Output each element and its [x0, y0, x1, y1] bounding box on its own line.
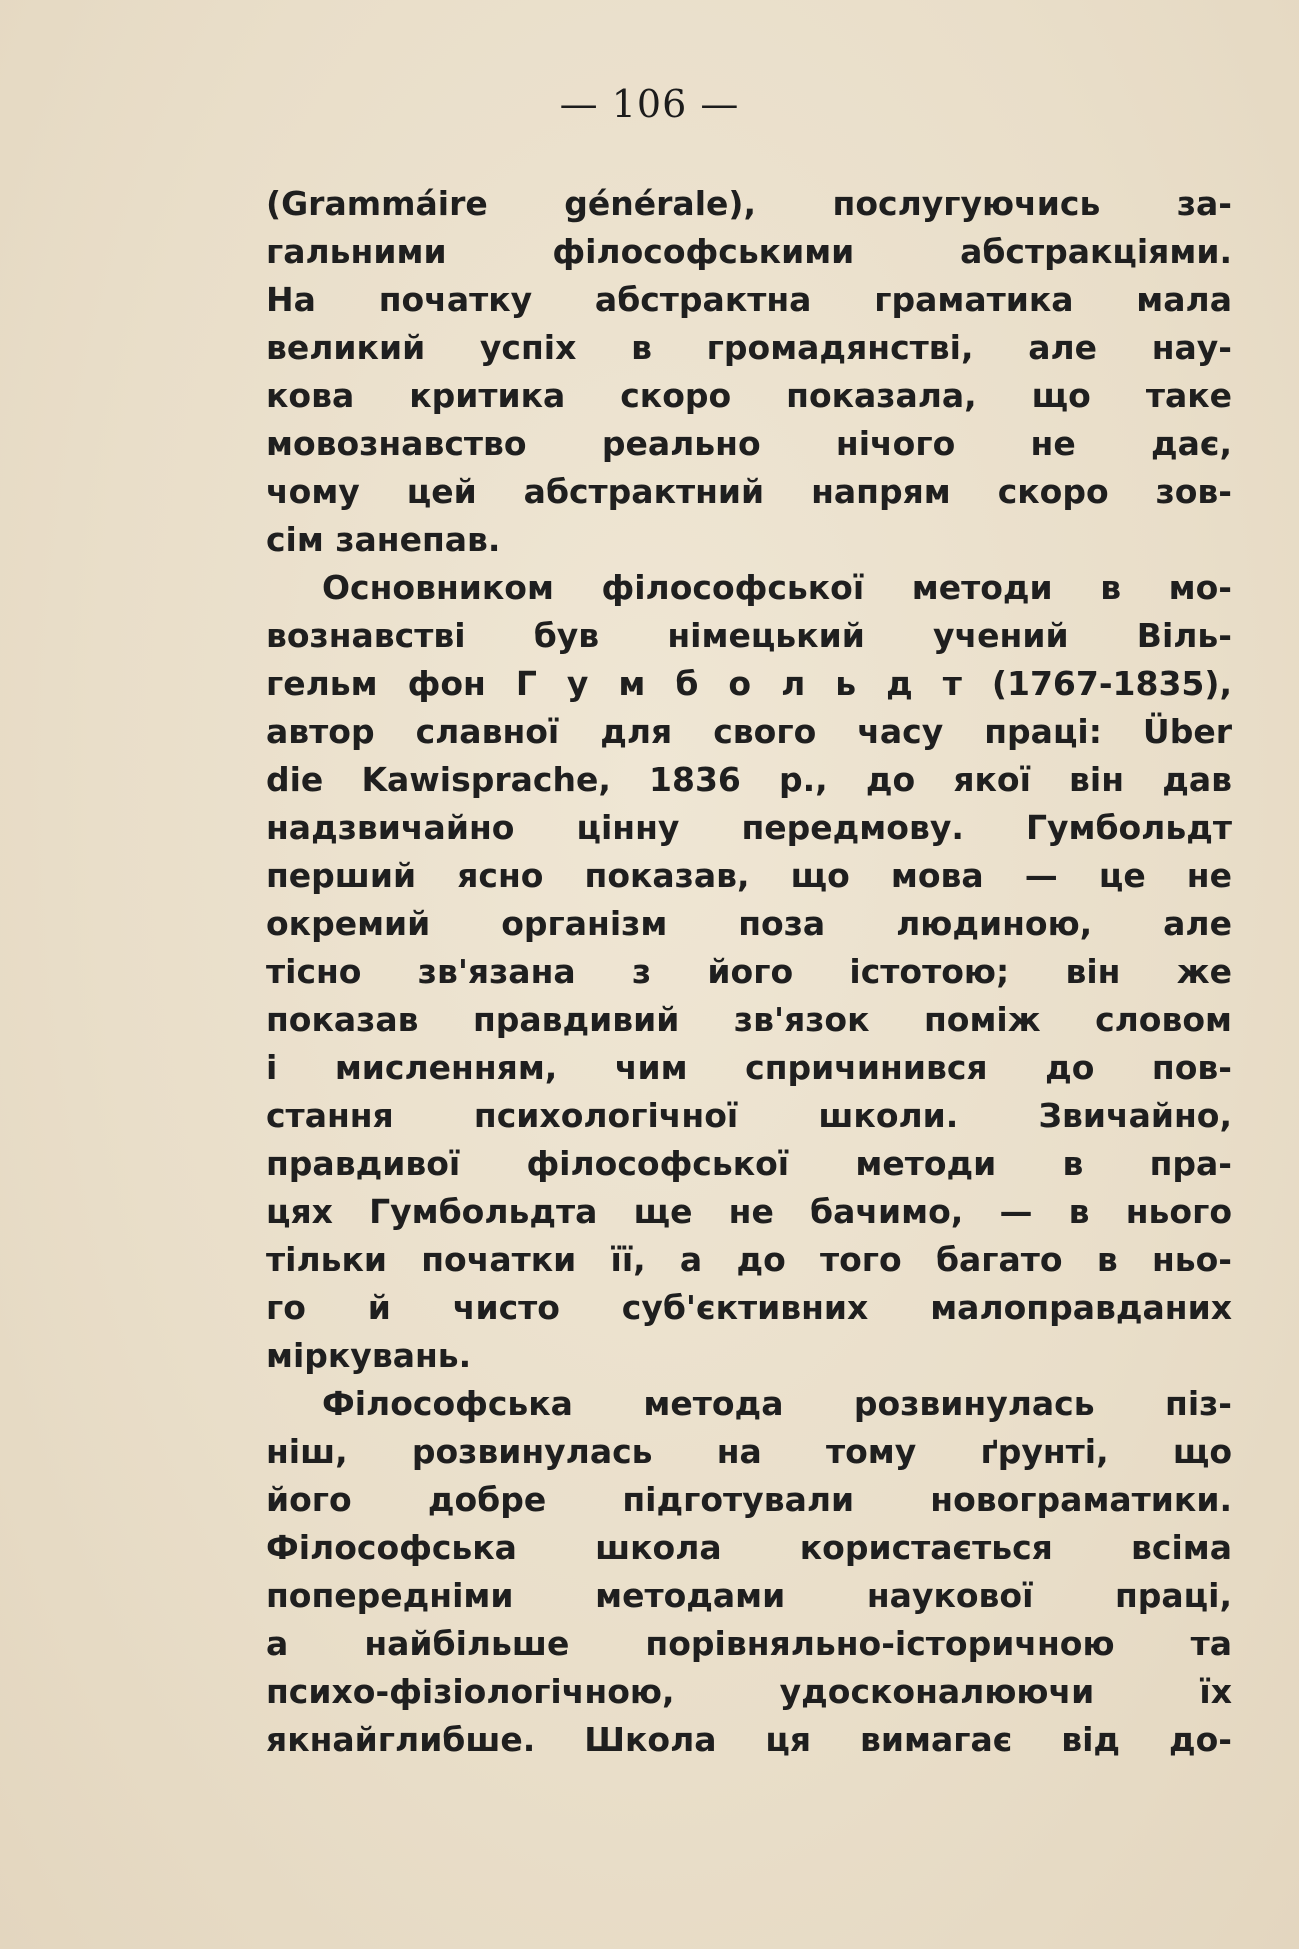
text-line: надзвичайно цінну передмову. Гумбольдт — [266, 808, 1232, 847]
text-line: цях Гумбольдта ще не бачимо, — в нього — [266, 1192, 1232, 1231]
text-line: психо-фізіологічною, удосконалюючи їх — [266, 1672, 1232, 1711]
text-line: окремий організм поза людиною, але — [266, 904, 1232, 943]
text-line: його добре підготували новограматики. — [266, 1480, 1232, 1519]
text-line: На початку абстрактна граматика мала — [266, 280, 1232, 319]
text-line: чому цей абстрактний напрям скоро зов- — [266, 472, 1232, 511]
text-line: міркувань. — [266, 1336, 472, 1375]
text-line: гальними філософськими абстракціями. — [266, 232, 1232, 271]
text-line: показав правдивий зв'язок поміж словом — [266, 1000, 1232, 1039]
text-line: die Kawisprache, 1836 р., до якої він дав — [266, 760, 1232, 799]
page-number: — 106 — — [559, 82, 740, 126]
text-line: перший ясно показав, що мова — це не — [266, 856, 1232, 895]
text-line: а найбільше порівняльно-історичною та — [266, 1624, 1232, 1663]
text-line: якнайглибше. Школа ця вимагає від до- — [266, 1720, 1232, 1759]
text-line: ніш, розвинулась на тому ґрунті, що — [266, 1432, 1232, 1471]
text-line: Філософська метода розвинулась піз- — [322, 1384, 1232, 1423]
text-line: (Grammáire générale), послугуючись за- — [266, 184, 1232, 223]
text-line: гельм фон Г у м б о л ь д т (1767-1835), — [266, 664, 1232, 703]
text-line: Основником філософської методи в мо- — [322, 568, 1232, 607]
text-line: правдивої філософської методи в пра- — [266, 1144, 1232, 1183]
text-line: кова критика скоро показала, що таке — [266, 376, 1232, 415]
text-line: автор славної для свого часу праці: Über — [266, 712, 1232, 751]
paragraph-1 — [266, 180, 1232, 564]
text-line: го й чисто суб'єктивних малоправданих — [266, 1288, 1232, 1327]
text-line: сім занепав. — [266, 520, 501, 559]
text-line: Філософська школа користається всіма — [266, 1528, 1232, 1567]
text-line: тісно зв'язана з його істотою; він же — [266, 952, 1232, 991]
body-text — [266, 180, 1232, 1764]
text-line: і мисленням, чим спричинився до пов- — [266, 1048, 1232, 1087]
text-line: тільки початки її, а до того багато в ньо- — [266, 1240, 1232, 1279]
text-line: вознавстві був німецький учений Віль- — [266, 616, 1232, 655]
text-line: стання психологічної школи. Звичайно, — [266, 1096, 1232, 1135]
paragraph-2 — [266, 564, 1232, 1380]
text-line: попередніми методами наукової праці, — [266, 1576, 1232, 1615]
paragraph-3 — [266, 1380, 1232, 1764]
text-line: великий успіх в громадянстві, але нау- — [266, 328, 1232, 367]
text-line: мовознавство реально нічого не дає, — [266, 424, 1232, 463]
